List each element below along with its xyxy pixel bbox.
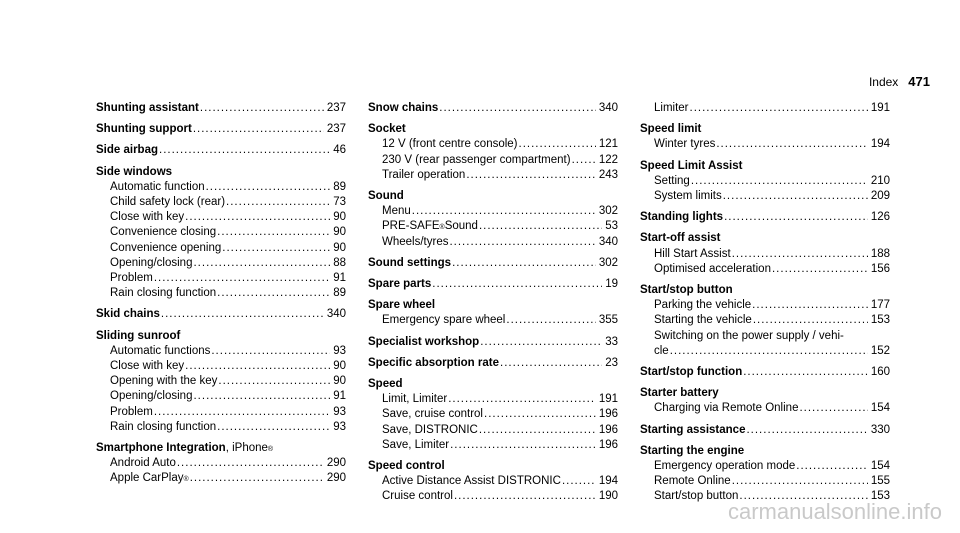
index-subentry-label: Emergency operation mode bbox=[654, 460, 796, 473]
index-entry bbox=[96, 307, 346, 322]
index-label: Index bbox=[868, 75, 899, 89]
index-entry bbox=[96, 165, 346, 302]
index-subentry[interactable] bbox=[96, 405, 346, 420]
index-heading-row[interactable] bbox=[368, 256, 618, 271]
index-subentry-label: Convenience closing bbox=[110, 226, 217, 239]
page-ref[interactable]: 191 bbox=[598, 393, 618, 406]
index-heading: Snow chains bbox=[368, 102, 439, 114]
dot-leader bbox=[572, 153, 596, 168]
index-heading-row[interactable] bbox=[640, 231, 890, 246]
page-ref[interactable]: 53 bbox=[605, 220, 618, 233]
index-entry bbox=[640, 283, 890, 359]
dot-leader bbox=[412, 204, 596, 219]
index-subentry[interactable] bbox=[96, 456, 346, 471]
index-subentry-label: Automatic function bbox=[110, 180, 205, 193]
index-subentry-label: Wheels/tyres bbox=[382, 235, 449, 248]
dot-leader bbox=[670, 344, 868, 359]
index-subentry[interactable] bbox=[96, 241, 346, 256]
page-ref[interactable]: 90 bbox=[333, 211, 346, 224]
index-subentry[interactable] bbox=[368, 168, 618, 183]
index-subentry[interactable] bbox=[96, 195, 346, 210]
index-heading-row[interactable] bbox=[368, 189, 618, 204]
page-number: 471 bbox=[908, 74, 930, 89]
index-subentry-label: Remote Online bbox=[654, 475, 731, 488]
dot-leader bbox=[724, 210, 868, 225]
index-subentry-label: Active Distance Assist DISTRONIC bbox=[382, 475, 561, 488]
page-ref[interactable]: 156 bbox=[870, 262, 890, 275]
index-heading: Spare wheel bbox=[368, 299, 436, 312]
dot-leader bbox=[732, 247, 868, 262]
index-heading: Sliding sunroof bbox=[96, 329, 181, 342]
index-subentry[interactable] bbox=[640, 137, 890, 152]
dot-leader bbox=[753, 313, 868, 328]
page-ref[interactable]: 90 bbox=[333, 226, 346, 239]
dot-leader bbox=[723, 189, 868, 204]
index-subentry[interactable] bbox=[368, 438, 618, 453]
index-subentry-label: Optimised acceleration bbox=[654, 262, 771, 275]
dot-leader bbox=[562, 474, 596, 489]
index-entry bbox=[368, 122, 618, 183]
index-heading: Start/stop function bbox=[640, 366, 743, 379]
index-heading: Sound bbox=[368, 190, 404, 203]
page-ref[interactable]: 73 bbox=[333, 196, 346, 209]
index-subentry-label: Save, Limiter bbox=[382, 438, 450, 451]
dot-leader bbox=[506, 313, 595, 328]
index-heading: Speed control bbox=[368, 460, 445, 473]
dot-leader bbox=[439, 101, 596, 116]
index-heading-row[interactable] bbox=[640, 365, 890, 380]
page-ref[interactable]: 340 bbox=[598, 102, 618, 114]
dot-leader bbox=[217, 420, 330, 435]
page-ref[interactable]: 196 bbox=[598, 438, 618, 451]
page-ref[interactable]: 196 bbox=[598, 408, 618, 421]
index-entry bbox=[368, 277, 618, 292]
index-subentry[interactable] bbox=[640, 189, 890, 204]
dot-leader bbox=[690, 101, 868, 116]
page-ref[interactable]: 46 bbox=[333, 144, 346, 157]
page-ref[interactable]: 194 bbox=[598, 475, 618, 488]
dot-leader bbox=[211, 344, 330, 359]
index-heading-row[interactable] bbox=[96, 329, 346, 344]
dot-leader bbox=[206, 180, 331, 195]
page-ref[interactable]: 90 bbox=[333, 375, 346, 388]
page-ref[interactable]: 93 bbox=[333, 405, 346, 418]
index-subentry-label: Limiter bbox=[654, 102, 689, 114]
dot-leader bbox=[479, 423, 596, 438]
index-heading-row[interactable] bbox=[640, 159, 890, 174]
page-ref[interactable]: 196 bbox=[598, 423, 618, 436]
page-ref[interactable]: 19 bbox=[605, 278, 618, 291]
index-entry bbox=[96, 122, 346, 137]
index-subentry[interactable] bbox=[96, 225, 346, 240]
index-subentry-label: Menu bbox=[382, 205, 411, 218]
index-subentry-label: Automatic functions bbox=[110, 344, 211, 357]
index-heading: Spare parts bbox=[368, 278, 432, 291]
dot-leader bbox=[154, 271, 330, 286]
index-subentry[interactable]: PRE-SAFE ® Sound ..... 53 bbox=[368, 219, 618, 234]
dot-leader bbox=[716, 137, 867, 152]
index-subentry-label: Rain closing function bbox=[110, 287, 217, 300]
dot-leader bbox=[479, 219, 602, 234]
index-entry bbox=[640, 159, 890, 205]
index-entry bbox=[368, 298, 618, 328]
index-heading-row[interactable] bbox=[96, 143, 346, 158]
dot-leader bbox=[159, 143, 330, 158]
index-heading-suffix: , iPhone bbox=[225, 442, 268, 455]
index-heading: Shunting assistant bbox=[96, 102, 199, 114]
dot-leader bbox=[691, 174, 868, 189]
index-entry bbox=[368, 256, 618, 271]
index-heading-row[interactable] bbox=[368, 101, 618, 116]
page-ref[interactable]: 90 bbox=[333, 241, 346, 254]
index-entry bbox=[96, 329, 346, 435]
index-heading-row[interactable] bbox=[640, 386, 890, 401]
index-subentry[interactable] bbox=[640, 474, 890, 489]
index-subentry[interactable] bbox=[96, 374, 346, 389]
index-subentry-suffix: Sound bbox=[444, 220, 478, 233]
page-ref[interactable]: 91 bbox=[333, 272, 346, 285]
index-entry bbox=[368, 356, 618, 371]
index-heading: Start-off assist bbox=[640, 232, 721, 245]
index-subentry-label: 12 V (front centre console) bbox=[382, 138, 518, 151]
page-ref[interactable]: 330 bbox=[870, 423, 890, 436]
index-subentry[interactable] bbox=[368, 204, 618, 219]
index-heading: Skid chains bbox=[96, 308, 160, 321]
page-ref[interactable]: 243 bbox=[598, 168, 618, 181]
page-ref[interactable]: 23 bbox=[605, 356, 618, 369]
index-subentry[interactable] bbox=[640, 459, 890, 474]
index-subentry-label: Save, DISTRONIC bbox=[382, 423, 478, 436]
index-heading: Side airbag bbox=[96, 144, 158, 157]
page-ref[interactable]: 153 bbox=[870, 314, 890, 327]
index-subentry[interactable] bbox=[640, 262, 890, 277]
index-heading: Standing lights bbox=[640, 211, 724, 224]
index-subentry-label: Save, cruise control bbox=[382, 408, 483, 421]
index-subentry[interactable] bbox=[368, 423, 618, 438]
dot-leader bbox=[799, 401, 867, 416]
index-subentry-label: Trailer operation bbox=[382, 168, 466, 181]
index-entry bbox=[640, 101, 890, 116]
index-subentry[interactable] bbox=[96, 256, 346, 271]
dot-leader bbox=[185, 210, 330, 225]
index-heading-row[interactable] bbox=[640, 210, 890, 225]
index-heading-row[interactable] bbox=[368, 377, 618, 392]
index-entry bbox=[368, 377, 618, 453]
page-ref[interactable]: 290 bbox=[326, 472, 346, 485]
index-heading-row[interactable] bbox=[96, 165, 346, 180]
page-ref[interactable]: 121 bbox=[598, 138, 618, 151]
dot-leader bbox=[218, 374, 330, 389]
dot-leader bbox=[432, 277, 602, 292]
index-subentry-label: Cruise control bbox=[382, 490, 453, 503]
index-heading: Socket bbox=[368, 123, 406, 136]
index-heading: Sound settings bbox=[368, 256, 452, 269]
page-ref[interactable]: 90 bbox=[333, 360, 346, 373]
index-heading-row[interactable] bbox=[640, 122, 890, 137]
index-subentry[interactable] bbox=[96, 271, 346, 286]
index-subentry[interactable] bbox=[368, 313, 618, 328]
index-heading: Starting assistance bbox=[640, 423, 746, 436]
index-subentry[interactable] bbox=[640, 313, 890, 328]
dot-leader bbox=[500, 356, 602, 371]
index-heading-row[interactable] bbox=[368, 335, 618, 350]
page-ref[interactable]: 340 bbox=[326, 308, 346, 321]
index-subentry-label: Problem bbox=[110, 272, 153, 285]
index-subentry[interactable] bbox=[640, 174, 890, 189]
dot-leader bbox=[746, 423, 867, 438]
index-entry bbox=[368, 101, 618, 116]
page-ref[interactable]: 89 bbox=[333, 287, 346, 300]
index-subentry-label: Child safety lock (rear) bbox=[110, 196, 226, 209]
index-column-3 bbox=[640, 101, 890, 511]
index-heading-row[interactable]: Smartphone Integration , iPhone ® bbox=[96, 441, 346, 456]
index-subentry-label: Starting the vehicle bbox=[654, 314, 752, 327]
page-ref[interactable]: 160 bbox=[870, 366, 890, 379]
index-heading: Start/stop button bbox=[640, 284, 733, 297]
index-entry bbox=[640, 423, 890, 438]
page-ref[interactable]: 340 bbox=[598, 235, 618, 248]
index-entry bbox=[640, 365, 890, 380]
index-subentry-label: PRE-SAFE bbox=[382, 220, 440, 233]
dot-leader bbox=[193, 389, 330, 404]
page-ref[interactable]: 302 bbox=[598, 256, 618, 269]
dot-leader bbox=[217, 286, 330, 301]
index-subentry-label: Rain closing function bbox=[110, 420, 217, 433]
dot-leader bbox=[796, 459, 868, 474]
index-heading: Speed Limit Assist bbox=[640, 159, 743, 172]
index-entry bbox=[368, 459, 618, 505]
index-subentry[interactable] bbox=[368, 137, 618, 152]
page-ref[interactable]: 210 bbox=[870, 174, 890, 187]
index-heading-row[interactable] bbox=[640, 423, 890, 438]
page-ref[interactable]: 91 bbox=[333, 390, 346, 403]
index-entry bbox=[640, 231, 890, 277]
watermark: carmanualsonline.info bbox=[727, 499, 942, 524]
index-heading: Specialist workshop bbox=[368, 335, 480, 348]
page-ref[interactable]: 88 bbox=[333, 256, 346, 269]
index-heading: Starter battery bbox=[640, 387, 719, 400]
page-ref[interactable]: 302 bbox=[598, 205, 618, 218]
dot-leader bbox=[161, 307, 324, 322]
index-subentry-label: Setting bbox=[654, 174, 690, 187]
index-subentry[interactable] bbox=[96, 344, 346, 359]
index-subentry[interactable]: Apple CarPlay ® ..... 290 bbox=[96, 471, 346, 486]
index-subentry[interactable] bbox=[640, 401, 890, 416]
index-subentry[interactable] bbox=[640, 101, 890, 116]
dot-leader bbox=[226, 195, 330, 210]
page-ref[interactable]: 237 bbox=[326, 123, 346, 136]
index-entry bbox=[96, 441, 346, 487]
dot-leader bbox=[177, 456, 324, 471]
index-heading: Smartphone Integration bbox=[96, 442, 226, 455]
index-subentry-label: 230 V (rear passenger compartment) bbox=[382, 153, 571, 166]
index-heading-row[interactable] bbox=[640, 283, 890, 298]
page-ref[interactable]: 290 bbox=[326, 457, 346, 470]
index-entry bbox=[640, 122, 890, 152]
index-heading-row[interactable] bbox=[368, 356, 618, 371]
index-entry bbox=[368, 335, 618, 350]
index-entry bbox=[368, 189, 618, 250]
index-heading-row[interactable] bbox=[96, 122, 346, 137]
index-subentry[interactable] bbox=[368, 489, 618, 504]
page-ref[interactable]: 177 bbox=[870, 299, 890, 312]
index-subentry-text: Switching on the power supply / vehi- bbox=[654, 329, 844, 342]
index-subentry-label: Problem bbox=[110, 405, 153, 418]
page-ref[interactable]: 153 bbox=[870, 490, 890, 503]
index-subentry[interactable] bbox=[96, 420, 346, 435]
dot-leader bbox=[193, 256, 330, 271]
index-entry bbox=[96, 101, 346, 116]
index-heading: Specific absorption rate bbox=[368, 356, 500, 369]
page-ref[interactable]: 93 bbox=[333, 344, 346, 357]
index-subentry[interactable] bbox=[368, 474, 618, 489]
index-heading-row[interactable] bbox=[640, 444, 890, 459]
index-subentry-label: Android Auto bbox=[110, 457, 176, 470]
index-subentry-label: Convenience opening bbox=[110, 241, 222, 254]
index-subentry-label: cle bbox=[654, 344, 669, 357]
index-heading: Shunting support bbox=[96, 123, 192, 136]
index-subentry[interactable] bbox=[368, 407, 618, 422]
dot-leader bbox=[732, 474, 868, 489]
page-ref[interactable]: 33 bbox=[605, 335, 618, 348]
dot-leader bbox=[466, 168, 596, 183]
page-ref[interactable]: 122 bbox=[598, 153, 618, 166]
index-subentry[interactable] bbox=[96, 180, 346, 195]
index-subentry-label: Parking the vehicle bbox=[654, 299, 752, 312]
page-ref[interactable]: 237 bbox=[326, 102, 346, 114]
page-ref[interactable]: 152 bbox=[870, 344, 890, 357]
dot-leader bbox=[222, 241, 330, 256]
dot-leader bbox=[185, 359, 330, 374]
dot-leader bbox=[452, 256, 596, 271]
index-heading: Speed limit bbox=[640, 123, 702, 136]
dot-leader bbox=[743, 365, 868, 380]
index-subentry-label: System limits bbox=[654, 190, 722, 203]
index-heading-row[interactable] bbox=[96, 101, 346, 116]
index-heading-row[interactable] bbox=[368, 459, 618, 474]
index-subentry[interactable] bbox=[640, 247, 890, 262]
index-column-1 bbox=[96, 101, 346, 493]
dot-leader bbox=[154, 405, 330, 420]
index-entry bbox=[640, 210, 890, 225]
index-heading-row[interactable] bbox=[96, 307, 346, 322]
page-header bbox=[869, 74, 930, 89]
page-ref[interactable]: 194 bbox=[870, 138, 890, 151]
dot-leader bbox=[449, 235, 595, 250]
index-entry bbox=[96, 143, 346, 158]
index-heading: Speed bbox=[368, 378, 403, 391]
page-ref[interactable]: 155 bbox=[870, 475, 890, 488]
index-subentry-label: Start/stop button bbox=[654, 490, 739, 503]
index-subentry-label: Charging via Remote Online bbox=[654, 402, 799, 415]
index-heading-row[interactable] bbox=[368, 122, 618, 137]
dot-leader bbox=[450, 438, 596, 453]
dot-leader bbox=[448, 392, 596, 407]
index-subentry[interactable] bbox=[96, 286, 346, 301]
dot-leader bbox=[190, 471, 324, 486]
page-ref[interactable]: 93 bbox=[333, 420, 346, 433]
page-ref[interactable]: 355 bbox=[598, 314, 618, 327]
dot-leader bbox=[217, 225, 330, 240]
dot-leader bbox=[193, 122, 324, 137]
page-ref[interactable]: 209 bbox=[870, 190, 890, 203]
page-ref[interactable]: 190 bbox=[598, 490, 618, 503]
index-column-2 bbox=[368, 101, 618, 511]
index-heading-row[interactable] bbox=[368, 277, 618, 292]
page-ref[interactable]: 154 bbox=[870, 460, 890, 473]
page-ref[interactable]: 89 bbox=[333, 180, 346, 193]
index-heading-row[interactable] bbox=[368, 298, 618, 313]
index-subentry[interactable] bbox=[640, 298, 890, 313]
dot-leader bbox=[752, 298, 868, 313]
index-subentry-label: Emergency spare wheel bbox=[382, 314, 506, 327]
index-heading: Starting the engine bbox=[640, 444, 745, 457]
dot-leader bbox=[484, 407, 596, 422]
index-subentry-label: Opening/closing bbox=[110, 390, 193, 403]
index-subentry-label: Limit, Limiter bbox=[382, 393, 448, 406]
dot-leader bbox=[519, 137, 596, 152]
index-subentry-label: Close with key bbox=[110, 211, 185, 224]
index-subentry[interactable] bbox=[96, 210, 346, 225]
index-subentry[interactable] bbox=[96, 359, 346, 374]
index-subentry-label: Winter tyres bbox=[654, 138, 716, 151]
dot-leader bbox=[200, 101, 324, 116]
page-ref[interactable]: 126 bbox=[870, 211, 890, 224]
page-ref[interactable]: 191 bbox=[870, 102, 890, 114]
dot-leader bbox=[772, 262, 868, 277]
index-subentry-label: Close with key bbox=[110, 360, 185, 373]
index-subentry-label: Apple CarPlay bbox=[110, 472, 184, 485]
index-entry bbox=[640, 386, 890, 416]
index-entry bbox=[640, 444, 890, 505]
page-ref[interactable]: 154 bbox=[870, 402, 890, 415]
index-subentry-label: Hill Start Assist bbox=[654, 247, 731, 260]
dot-leader bbox=[454, 489, 596, 504]
index-heading: Side windows bbox=[96, 165, 173, 178]
index-subentry[interactable] bbox=[368, 153, 618, 168]
index-subentry[interactable] bbox=[368, 392, 618, 407]
dot-leader bbox=[480, 335, 602, 350]
index-subentry[interactable] bbox=[368, 235, 618, 250]
index-subentry[interactable] bbox=[96, 389, 346, 404]
index-subentry[interactable] bbox=[640, 344, 890, 359]
page-ref[interactable]: 188 bbox=[870, 247, 890, 260]
index-subentry-label: Opening with the key bbox=[110, 375, 218, 388]
index-subentry-label: Opening/closing bbox=[110, 256, 193, 269]
